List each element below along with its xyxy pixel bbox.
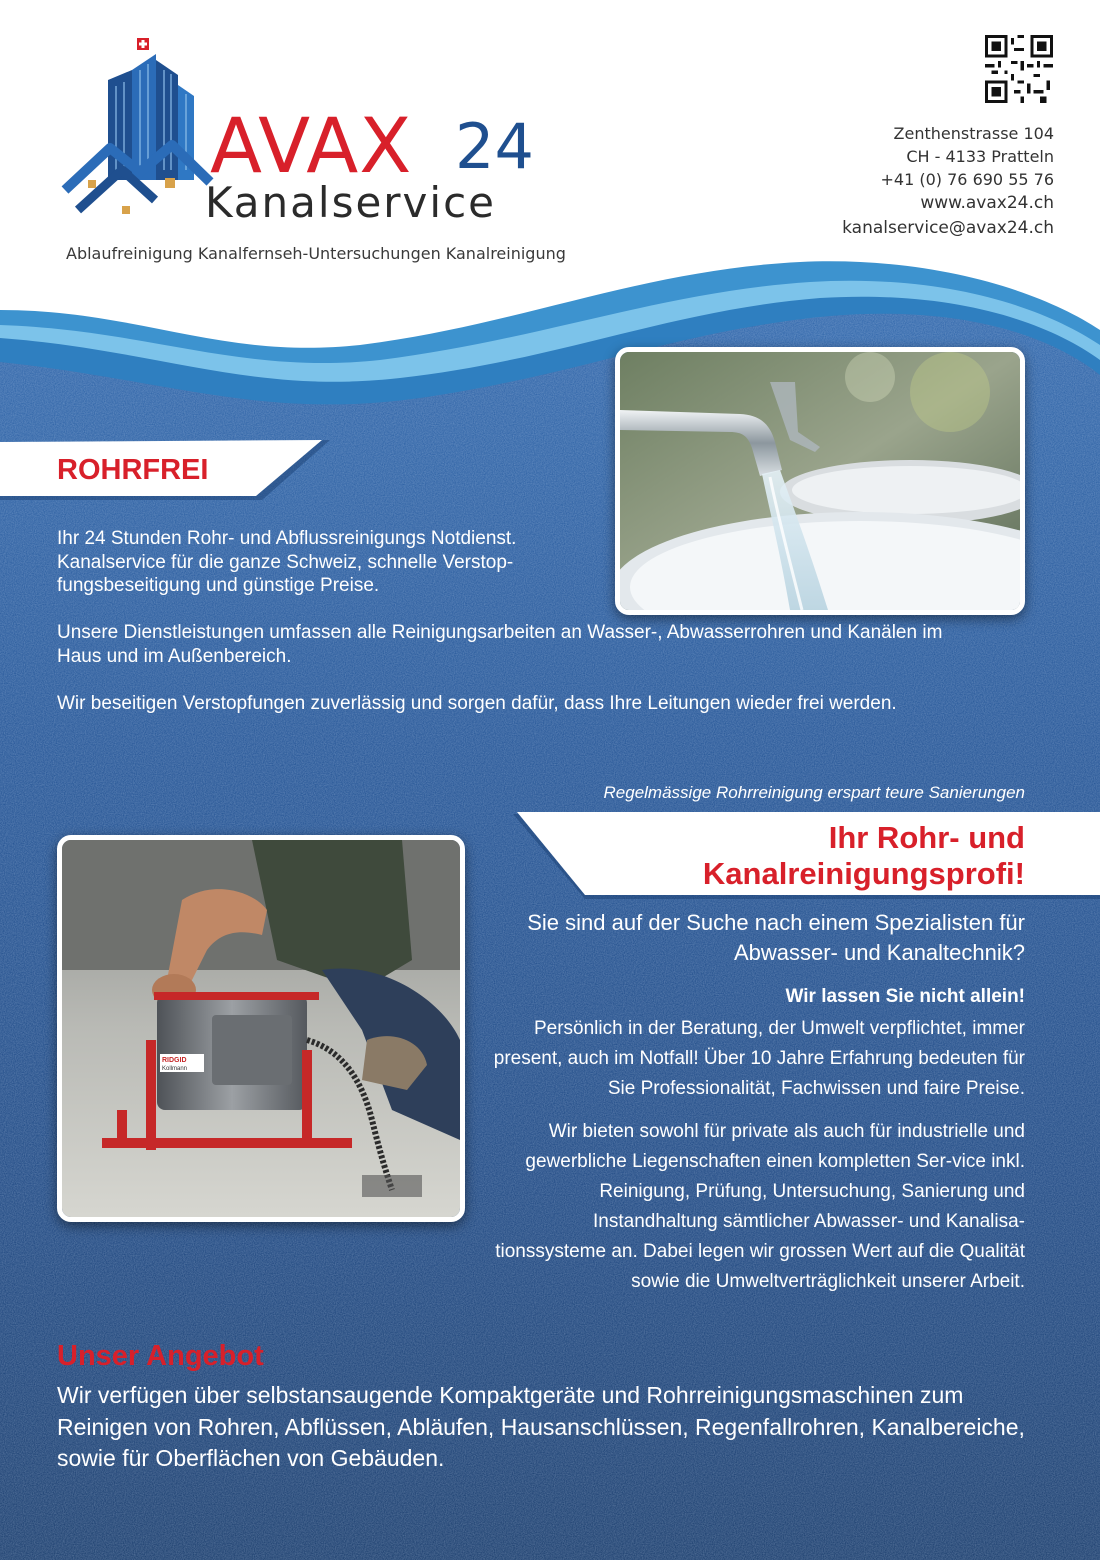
brand-name-avax: AVAX — [210, 101, 413, 190]
contact-city: CH - 4133 Pratteln — [906, 147, 1054, 166]
section-title-angebot: Unser Angebot — [57, 1340, 264, 1372]
profi-banner — [513, 812, 1100, 899]
contact-email-link[interactable]: kanalservice@avax24.ch — [842, 218, 1054, 238]
support-statement: Wir lassen Sie nicht allein! — [785, 986, 1025, 1007]
contact-street: Zenthenstrasse 104 — [893, 124, 1054, 143]
drain-machine-image — [62, 840, 460, 1217]
brand-name-24: 24 — [455, 110, 534, 183]
slogan-text: Regelmässige Rohrreinigung erspart teure Sanierungen — [603, 783, 1025, 802]
faucet-image — [620, 352, 1020, 610]
intro-paragraph: Ihr 24 Stunden Rohr- und Abflussreinigungs Notdienst. Kanalservice für die ganze Schweiz, schnelle Verstop-fungsbeseitigung und günstige Preise. — [57, 528, 517, 596]
angebot-paragraph: Wir verfügen über selbstansaugende Kompaktgeräte und Rohrreinigungsmaschinen zum Reinigen von Rohren, Abflüssen, Abläufen, Hausanschlüssen, Regenfallrohren, Kanalbereiche, sowie für Oberflächen von Gebäuden. — [57, 1382, 1025, 1471]
contact-block — [842, 122, 1054, 241]
brand-subtitle: Kanalservice — [205, 178, 497, 227]
machine-brand-text: RIDGID — [162, 1057, 187, 1064]
buildings-logo-icon — [60, 30, 220, 230]
section-title-profi — [703, 820, 1025, 892]
brand-tagline: Ablaufreinigung Kanalfernseh-Untersuchungen Kanalreinigung — [66, 244, 566, 263]
qr-code-icon — [985, 35, 1053, 103]
services-paragraph: Unsere Dienstleistungen umfassen alle Reinigungsarbeiten an Wasser-, Abwasserrohren und Kanälen im Haus und im Außenbereich. — [57, 622, 943, 667]
drain-machine-photo — [57, 835, 465, 1222]
reliability-paragraph: Wir beseitigen Verstopfungen zuverlässig und sorgen dafür, dass Ihre Leitungen wieder frei werden. — [57, 693, 897, 714]
contact-website-link[interactable]: www.avax24.ch — [920, 193, 1054, 213]
profi-title-line2: Kanalreinigungsprofi! — [702, 856, 1025, 891]
offer-paragraph: Wir bieten sowohl für private als auch für industrielle und gewerbliche Liegenschaften einen kompletten Ser-vice inkl. Reinigung, Prüfung, Untersuchung, Sanierung und Instandhaltung sämtlicher Abwasser- und Kanalisa-tionssysteme an. Dabei legen wir grossen Wert auf die Qualität sowie die Umweltverträglichkeit unserer Arbeit. — [495, 1121, 1025, 1292]
rohrfrei-banner — [0, 440, 330, 500]
experience-paragraph: Persönlich in der Beratung, der Umwelt verpflichtet, immer present, auch im Notfall! Über 10 Jahre Erfahrung bedeuten für Sie Professionalität, Fachwissen und faire Preise. — [493, 1018, 1025, 1099]
profi-title-line1: Ihr Rohr- und — [828, 820, 1025, 855]
faucet-photo — [615, 347, 1025, 615]
machine-brand-subtext: Kollmann — [162, 1066, 188, 1072]
search-question: Sie sind auf der Suche nach einem Spezialisten für Abwasser- und Kanaltechnik? — [527, 910, 1025, 965]
company-logo — [60, 30, 566, 270]
section-title-rohrfrei: ROHRFREI — [57, 454, 209, 486]
contact-phone[interactable]: +41 (0) 76 690 55 76 — [880, 170, 1054, 189]
